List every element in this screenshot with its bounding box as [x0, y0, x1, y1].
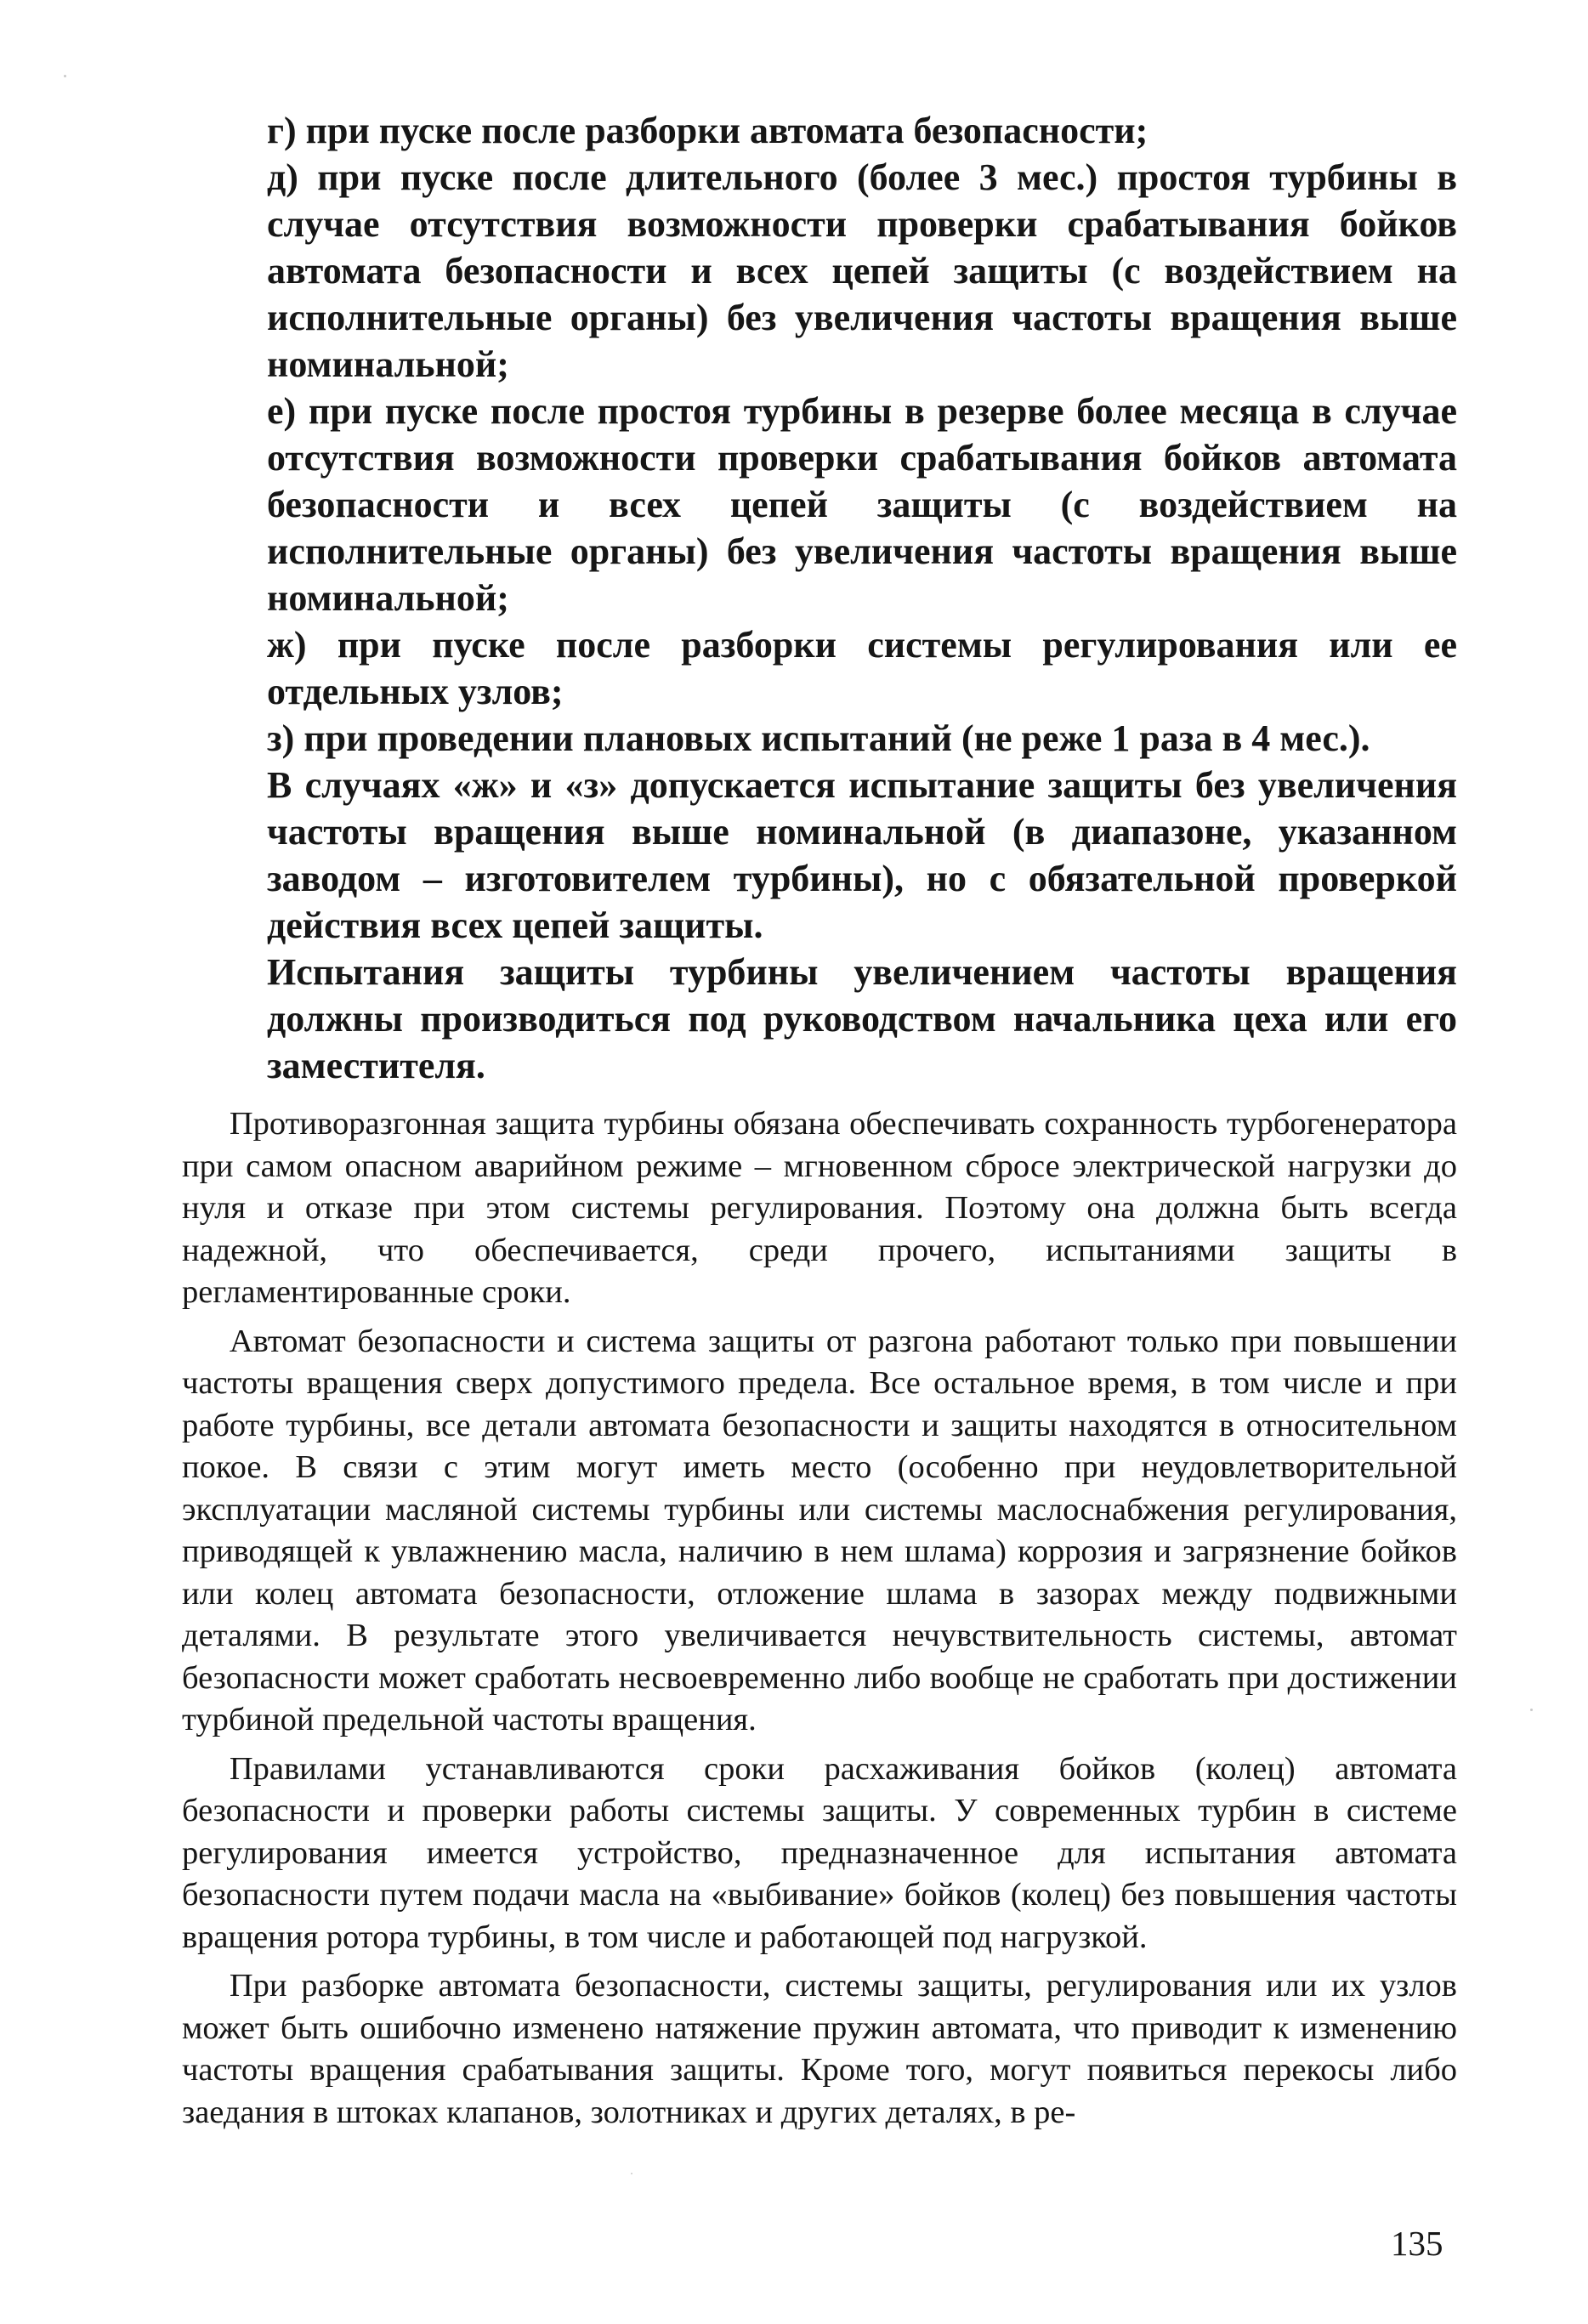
rule-note-zh-z: В случаях «ж» и «з» допускается испытание защиты без увеличения частоты вращения выше номинальной (в диапазоне, указанном заводом – изготовителем турбины), но с обязательной проверкой действия всех цепей защиты. [267, 764, 1457, 946]
rule-item-z: з) при проведении плановых испытаний (не реже 1 раза в 4 мес.). [267, 717, 1370, 759]
page-number: 135 [1391, 2224, 1443, 2263]
scan-speck [64, 75, 66, 77]
rule-note-supervision: Испытания защиты турбины увеличением частоты вращения должны производиться под руководством начальника цеха или его заместителя. [267, 951, 1457, 1086]
rule-item-d: д) при пуске после длительного (более 3 мес.) простоя турбины в случае отсутствия возможности проверки срабатывания бойков автомата безопасности и всех цепей защиты (с воздействием на исполнительные органы) без увеличения частоты вращения выше номинальной; [267, 156, 1457, 385]
paragraph: Противоразгонная защита турбины обязана обеспечивать сохранность турбогенератора при самом опасном аварийном режиме – мгновенном сбросе электрической нагрузки до нуля и отказе при этом системы регулирования. Поэтому она должна быть всегда надежной, что обеспечивается, среди прочего, испытаниями защиты в регламентированные сроки. [182, 1106, 1457, 1310]
scan-speck [631, 2173, 632, 2174]
scan-speck [1530, 1709, 1533, 1711]
bold-rules-block [267, 107, 1457, 1089]
rule-item-zh: ж) при пуске после разборки системы регулирования или ее отдельных узлов; [267, 624, 1457, 712]
paragraph: Автомат безопасности и система защиты от разгона работают только при повышении частоты вращения сверх допустимого предела. Все остальное время, в том числе и при работе турбины, все детали автомата безопасности и защиты находятся в относительном покое. В связи с этим могут иметь место (особенно при неудовлетворительной эксплуатации масляной системы турбины или системы маслоснабжения регулирования, приводящей к увлажнению масла, наличию в нем шлама) коррозия и загрязнение бойков или колец автомата безопасности, отложение шлама в зазорах между подвижными деталями. В результате этого увеличивается нечувствительность системы, автомат безопасности может сработать несвоевременно либо вообще не сработать при достижении турбиной предельной частоты вращения. [182, 1323, 1457, 1737]
rule-item-e: е) при пуске после простоя турбины в резерве более месяца в случае отсутствия возможности проверки срабатывания бойков автомата безопасности и всех цепей защиты (с воздействием на исполнительные органы) без увеличения частоты вращения выше номинальной; [267, 390, 1457, 619]
paragraph: Правилами устанавливаются сроки расхаживания бойков (колец) автомата безопасности и проверки работы системы защиты. У современных турбин в системе регулирования имеется устройство, предназначенное для испытания автомата безопасности путем подачи масла на «выбивание» бойков (колец) без повышения частоты вращения ротора турбины, в том числе и работающей под нагрузкой. [182, 1750, 1457, 1955]
paragraph: При разборке автомата безопасности, системы защиты, регулирования или их узлов может быть ошибочно изменено натяжение пружин автомата, что приводит к изменению частоты вращения срабатывания защиты. Кроме того, могут появиться перекосы либо заедания в штоках клапанов, золотниках и других деталях, в ре- [182, 1968, 1457, 2130]
rule-item-g: г) при пуске после разборки автомата безопасности; [267, 110, 1148, 151]
body-text [182, 1103, 1457, 2134]
